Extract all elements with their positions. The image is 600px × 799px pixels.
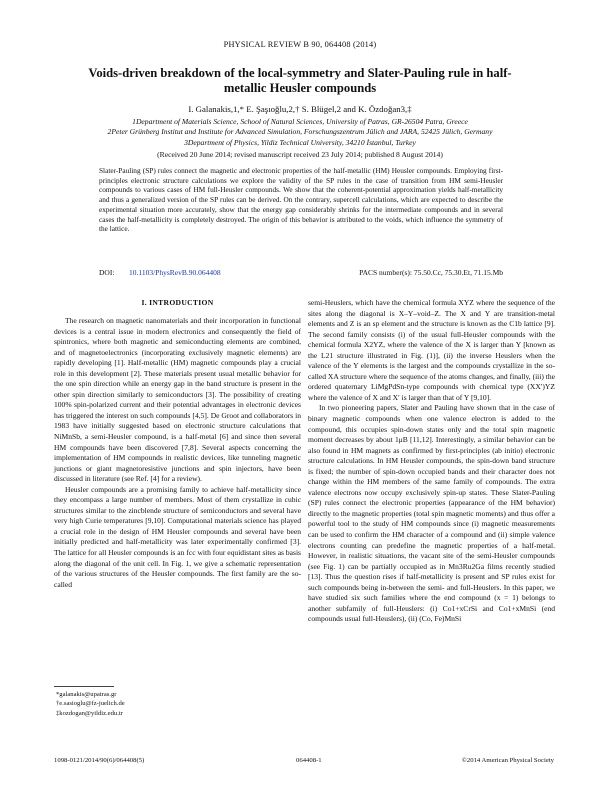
left-column <box>54 316 301 590</box>
pacs-numbers: PACS number(s): 75.50.Cc, 75.30.Et, 71.15.Mb <box>359 268 503 277</box>
journal-header: PHYSICAL REVIEW B 90, 064408 (2014) <box>223 40 377 49</box>
footnote-email-3[interactable]: ‡kozdogan@yildiz.edu.tr <box>56 709 123 717</box>
footnote-divider <box>54 686 114 687</box>
intro-paragraph-3: semi-Heuslers, which have the chemical formula XYZ where the sequence of the sites along the diagonal is X–Y–void–Z. The X and Y are transition-metal elements and Z is an sp element and the structure is known as the C1b lattice [9]. The second family consists (i) of the usual full-Heusler compounds with the chemical formula X2YZ, where the valence of the X is larger than Y [known as the L21 structure illustrated in Fig. (1)], (ii) the inverse Heuslers when the valence of the Y elements is the largest and the compounds crystallize in the so-called XA structure where the sequence of the atoms changes, and finally, (iii) the ordered quaternary LiMgPdSn-type compounds with chemical type (XX′)YZ where the valence of X and X′ is larger than that of Y [9,10]. <box>308 298 555 402</box>
affiliation-1: 1Department of Materials Science, School of Natural Sciences, University of Patras, GR-26504 Patra, Greece <box>132 117 468 126</box>
footer-copyright: ©2014 American Physical Society <box>461 757 554 764</box>
doi-pacs-row <box>99 268 503 280</box>
footnote-email-1[interactable]: *galanakis@upatras.gr <box>56 691 117 698</box>
affiliation-2: 2Peter Grünberg Institut and Institute for Advanced Simulation, Forschungszentrum Jülich and JARA, 52425 Jülich, Germany <box>107 127 493 136</box>
footnotes <box>56 690 125 718</box>
right-column <box>308 298 555 625</box>
footer-page-number: 064408-1 <box>296 757 322 764</box>
intro-paragraph-2: Heusler compounds are a promising family to achieve half-metallicity since they encompass a large number of members. Most of them crystallize in cubic structures similar to the zincblende structure of semiconductors and several have very high Curie temperatures [9,10]. Computational materials science has played a crucial role in the design of HM Heusler compounds and several have been initially predicted and half-metallicity was later experimentally confirmed [3]. The lattice for all Heusler compounds is an fcc with four equidistant sites as basis along the diagonal of the unit cell. In Fig. 1, we give a schematic representation of the various structures of the Heusler compounds. The first family are the so-called <box>54 484 301 589</box>
received-dates: (Received 20 June 2014; revised manuscript received 23 July 2014; published 8 August 2014) <box>157 150 443 159</box>
intro-paragraph-1: The research on magnetic nanomaterials and their incorporation in functional devices is a central issue in modern electronics and consequently the field of spintronics, where both magnetic and semiconducting elements are combined, and of magnetoelectronics (incorporating exclusively magnetic elements) are rapidly developing [1]. Half-metallic (HM) magnetic compounds play a crucial role in this development [2]. These materials present usual metallic behavior for the one spin direction while an energy gap in the band structure is present in the other spin direction similarly to semiconductors [3]. The possibility of creating 100% spin-polarized current and their potential advantages in electronic devices has triggered the interest on such compounds [4,5]. De Groot and collaborators in 1983 have initially suggested based on electronic structure calculations that NiMnSb, a semi-Heusler compound, is a half-metal [6] and since then several HM compounds have been discovered [7,8]. Several aspects concerning the implementation of HM compounds in realistic devices, like tunneling magnetic junctions or giant magnetoresistive junctions and spin injectors, have been discussed in literature (see Ref. [4] for a review). <box>54 316 301 484</box>
doi-label: DOI: <box>99 268 115 277</box>
intro-paragraph-4: In two pioneering papers, Slater and Pauling have shown that in the case of binary magnetic compounds when one valence electron is added to the compound, this occupies spin-down states only and the total spin magnetic moment decreases by about 1μB [11,12]. Interestingly, a similar behavior can be also found in HM magnets as confirmed by first-principles (ab initio) electronic structure calculations. In HM Heusler compounds, the spin-down band structure is fixed; the number of spin-down occupied bands and their character does not change within the HM members of the same family of compounds. The extra valence electrons now occupy exclusively spin-up states. These Slater-Pauling (SP) rules connect the electronic properties (appearance of the HM behavior) directly to the magnetic properties (total spin magnetic moments) and thus offer a powerful tool to the study of HM compounds since (i) magnetic measurements can be used to confirm the HM character of a compound and (ii) simple valence electrons counting can predefine the magnetic properties of a half-metal. However, in realistic situations, the vacant site of the semi-Heusler compounds (see Fig. 1) can be partially occupied as in Mn3Ru2Ga films recently studied [13]. Thus the question rises if half-metallicity is present and SP rules exist for such compounds being in-between the semi- and full-Heuslers. In this paper, we have studied six such families where the end compound (x = 1) belongs to another subfamily of full-Heuslers: (i) Co1+xCrSi and Co1+xMnSi (end compounds usual full-Heuslers), (ii) (Co, Fe)MnSi <box>308 403 555 624</box>
paper-title: Voids-driven breakdown of the local-symmetry and Slater-Pauling rule in half-metallic Heusler compounds <box>88 66 512 95</box>
page-footer <box>54 757 554 767</box>
doi-link[interactable]: 10.1103/PhysRevB.90.064408 <box>129 268 221 277</box>
section-heading: I. INTRODUCTION <box>141 298 214 307</box>
footer-issn: 1098-0121/2014/90(6)/064408(5) <box>54 757 145 764</box>
footnote-email-2[interactable]: †e.sasioglu@fz-juelich.de <box>56 700 125 708</box>
author-list: I. Galanakis,1,* E. Şaşıoğlu,2,† S. Blügel,2 and K. Özdoğan3,‡ <box>188 104 412 114</box>
abstract: Slater-Pauling (SP) rules connect the magnetic and electronic properties of the half-metallic (HM) Heusler compounds. Employing first-principles electronic structure calculations we explore the validity of the SP rules in the case of transition from HM semi-Heusler compounds to various cases of HM full-Heusler compounds. We show that the coherent-potential approximation yields half-metallicity and thus a generalized version of the SP rules can be derived. On the contrary, supercell calculations, which are expected to describe the experimental situation more accurately, show that the energy gap considerably shrinks for the intermediate compounds and in several cases the half-metallicity is completely destroyed. The origin of this behavior is attributed to the voids, which influence the symmetry of the lattice. <box>99 166 503 234</box>
affiliation-3: 3Department of Physics, Yildiz Technical University, 34210 İstanbul, Turkey <box>184 138 416 147</box>
